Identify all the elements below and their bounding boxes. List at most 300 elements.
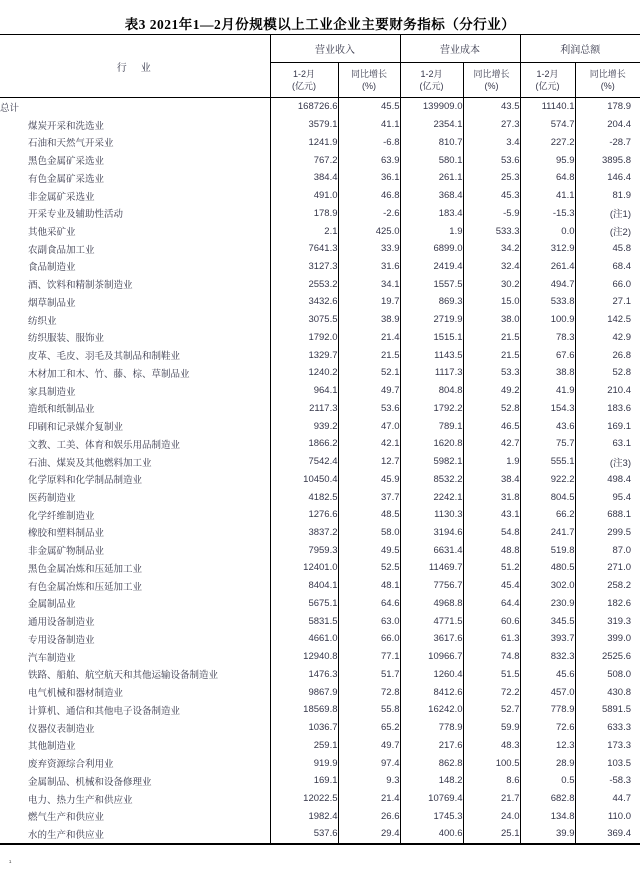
cell-value: 173.3 <box>575 736 640 754</box>
cell-value: 21.4 <box>338 790 400 808</box>
cell-value: 4182.5 <box>270 488 338 506</box>
industry-name: 计算机、通信和其他电子设备制造业 <box>28 705 181 717</box>
cell-value: 139909.0 <box>400 98 463 116</box>
cell-value: 42.9 <box>575 329 640 347</box>
cell-value: 271.0 <box>575 559 640 577</box>
cell-value: 804.8 <box>400 382 463 400</box>
cell-value: 63.0 <box>338 612 400 630</box>
sub-header-line1: 1-2月 <box>292 69 315 79</box>
table-header <box>0 35 640 98</box>
cell-value: 384.4 <box>270 169 338 187</box>
cell-value: 178.9 <box>575 98 640 116</box>
cell-value: 1143.5 <box>400 346 463 364</box>
cell-value: 38.8 <box>520 364 575 382</box>
cell-value: 10966.7 <box>400 648 463 666</box>
cell-value: 258.2 <box>575 577 640 595</box>
cell-value: 52.8 <box>463 399 520 417</box>
col-header-revenue-amount <box>270 63 338 98</box>
cell-value: 939.2 <box>270 417 338 435</box>
sub-header-line1: 1-2月 <box>420 69 443 79</box>
industry-name: 通用设备制造业 <box>28 617 95 629</box>
cell-value: 168726.6 <box>270 98 338 116</box>
cell-value: 78.3 <box>520 329 575 347</box>
cell-value: 19.7 <box>338 293 400 311</box>
table-body <box>0 98 640 844</box>
cell-value: 31.6 <box>338 258 400 276</box>
cell-value: 63.1 <box>575 435 640 453</box>
cell-value: 3579.1 <box>270 116 338 134</box>
cell-value: 41.9 <box>520 382 575 400</box>
industry-name: 农副食品加工业 <box>28 244 95 256</box>
cell-value: 804.5 <box>520 488 575 506</box>
table-row <box>0 187 640 205</box>
cell-value: 103.5 <box>575 754 640 772</box>
table-row <box>0 417 640 435</box>
cell-value: 10769.4 <box>400 790 463 808</box>
table-row <box>0 133 640 151</box>
cell-value: 9.3 <box>338 772 400 790</box>
cell-value: 64.4 <box>463 595 520 613</box>
cell-value: 778.9 <box>520 701 575 719</box>
cell-value: 217.6 <box>400 736 463 754</box>
cell-value: 100.5 <box>463 754 520 772</box>
col-header-cost-growth <box>463 63 520 98</box>
table-row <box>0 701 640 719</box>
cell-value: 154.3 <box>520 399 575 417</box>
cell-value: 55.8 <box>338 701 400 719</box>
cell-value: 21.5 <box>338 346 400 364</box>
industry-name: 金属制品、机械和设备修理业 <box>28 776 152 788</box>
table-row <box>0 506 640 524</box>
cell-value: 46.8 <box>338 187 400 205</box>
cell-value: 457.0 <box>520 683 575 701</box>
table-row <box>0 346 640 364</box>
table-row <box>0 204 640 222</box>
industry-name: 纺织服装、服饰业 <box>28 333 105 345</box>
industry-name: 造纸和纸制品业 <box>28 404 95 416</box>
cell-value: 230.9 <box>520 595 575 613</box>
sub-header-line2: (亿元) <box>535 81 560 91</box>
cell-value: 65.2 <box>338 719 400 737</box>
cell-value: 60.6 <box>463 612 520 630</box>
header-group-row <box>0 35 640 63</box>
cell-value: 3837.2 <box>270 524 338 542</box>
cell-value: 45.4 <box>463 577 520 595</box>
industry-name: 铁路、船舶、航空航天和其他运输设备制造业 <box>28 670 219 682</box>
cell-value: 183.6 <box>575 399 640 417</box>
industry-name: 橡胶和塑料制品业 <box>28 528 105 540</box>
cell-value: 4661.0 <box>270 630 338 648</box>
cell-value: 21.5 <box>463 329 520 347</box>
col-group-total-profit: 利润总额 <box>520 35 640 63</box>
cell-value: 3.4 <box>463 133 520 151</box>
cell-value: 8404.1 <box>270 577 338 595</box>
cell-value: 241.7 <box>520 524 575 542</box>
cell-value: 533.3 <box>463 222 520 240</box>
cell-value: 1866.2 <box>270 435 338 453</box>
cell-value: 1276.6 <box>270 506 338 524</box>
cell-value: 51.2 <box>463 559 520 577</box>
cell-value: 261.4 <box>520 258 575 276</box>
table-row <box>0 311 640 329</box>
cell-value: 31.8 <box>463 488 520 506</box>
cell-value: 533.8 <box>520 293 575 311</box>
industry-name: 煤炭开采和洗选业 <box>28 120 105 132</box>
cell-value: 49.2 <box>463 382 520 400</box>
cell-value: 47.0 <box>338 417 400 435</box>
cell-value: 27.3 <box>463 116 520 134</box>
cell-value: 480.5 <box>520 559 575 577</box>
cell-value: 51.5 <box>463 666 520 684</box>
cell-value: 64.6 <box>338 595 400 613</box>
cell-value: 45.9 <box>338 470 400 488</box>
table-row <box>0 612 640 630</box>
col-header-industry: 行 业 <box>0 35 270 98</box>
sub-header-line1: 同比增长 <box>473 69 510 79</box>
cell-value: 182.6 <box>575 595 640 613</box>
table-row <box>0 790 640 808</box>
cell-value: 5982.1 <box>400 453 463 471</box>
cell-value: 25.3 <box>463 169 520 187</box>
cell-value: 7959.3 <box>270 541 338 559</box>
cell-value: 28.9 <box>520 754 575 772</box>
cell-value: 1792.0 <box>270 329 338 347</box>
table-row <box>0 382 640 400</box>
cell-value: 77.1 <box>338 648 400 666</box>
cell-value: 12401.0 <box>270 559 338 577</box>
table-row <box>0 258 640 276</box>
industry-name: 有色金属冶炼和压延加工业 <box>28 581 143 593</box>
cell-value: 1557.5 <box>400 275 463 293</box>
cell-value: 75.7 <box>520 435 575 453</box>
cell-value: 41.1 <box>338 116 400 134</box>
cell-value: 48.1 <box>338 577 400 595</box>
industry-name: 黑色金属冶炼和压延加工业 <box>28 563 143 575</box>
cell-value: 393.7 <box>520 630 575 648</box>
cell-value: 61.3 <box>463 630 520 648</box>
cell-value: 688.1 <box>575 506 640 524</box>
cell-value: 2354.1 <box>400 116 463 134</box>
cell-value: 6631.4 <box>400 541 463 559</box>
cell-value: 48.5 <box>338 506 400 524</box>
cell-value: 42.7 <box>463 435 520 453</box>
cell-value: 26.8 <box>575 346 640 364</box>
industry-name: 化学原料和化学制品制造业 <box>28 475 143 487</box>
industry-name: 黑色金属矿采选业 <box>28 156 105 168</box>
table-row <box>0 577 640 595</box>
cell-value: 3075.5 <box>270 311 338 329</box>
cell-value: 555.1 <box>520 453 575 471</box>
sub-header-line1: 同比增长 <box>589 69 626 79</box>
cell-value: 0.5 <box>520 772 575 790</box>
financial-indicators-table <box>0 34 640 845</box>
cell-value: 1260.4 <box>400 666 463 684</box>
cell-value: 259.1 <box>270 736 338 754</box>
cell-value: 53.6 <box>338 399 400 417</box>
cell-value: 46.5 <box>463 417 520 435</box>
table-row <box>0 151 640 169</box>
cell-value: 66.0 <box>575 275 640 293</box>
cell-value: 3895.8 <box>575 151 640 169</box>
cell-value: 48.3 <box>463 736 520 754</box>
table-row <box>0 399 640 417</box>
cell-value: 39.9 <box>520 825 575 844</box>
cell-value: 299.5 <box>575 524 640 542</box>
col-group-operating-revenue: 营业收入 <box>270 35 400 63</box>
cell-value: 2719.9 <box>400 311 463 329</box>
industry-name: 木材加工和木、竹、藤、棕、草制品业 <box>28 368 190 380</box>
cell-value: 21.5 <box>463 346 520 364</box>
cell-value: 3432.6 <box>270 293 338 311</box>
cell-value: 1.9 <box>400 222 463 240</box>
cell-value: 204.4 <box>575 116 640 134</box>
cell-value: 7756.7 <box>400 577 463 595</box>
cell-value: 16242.0 <box>400 701 463 719</box>
industry-name: 电力、热力生产和供应业 <box>28 794 133 806</box>
cell-value: 682.8 <box>520 790 575 808</box>
cell-value: 400.6 <box>400 825 463 844</box>
cell-value: 430.8 <box>575 683 640 701</box>
cell-value: 869.3 <box>400 293 463 311</box>
industry-name: 仪器仪表制造业 <box>28 723 95 735</box>
cell-value: 508.0 <box>575 666 640 684</box>
cell-value: 0.0 <box>520 222 575 240</box>
cell-value: 494.7 <box>520 275 575 293</box>
cell-value: 12.3 <box>520 736 575 754</box>
footnote-marker: ¹ <box>9 860 12 867</box>
cell-value: 74.8 <box>463 648 520 666</box>
cell-value: 1620.8 <box>400 435 463 453</box>
cell-value: 7641.3 <box>270 240 338 258</box>
cell-value: 142.5 <box>575 311 640 329</box>
cell-value: 399.0 <box>575 630 640 648</box>
cell-value: 43.5 <box>463 98 520 116</box>
table-row <box>0 116 640 134</box>
cell-value: 87.0 <box>575 541 640 559</box>
cell-value: 345.5 <box>520 612 575 630</box>
cell-value: 4771.5 <box>400 612 463 630</box>
cell-value: 227.2 <box>520 133 575 151</box>
table-row <box>0 772 640 790</box>
table-row <box>0 683 640 701</box>
cell-value: -2.6 <box>338 204 400 222</box>
cell-value: 778.9 <box>400 719 463 737</box>
cell-value: 574.7 <box>520 116 575 134</box>
cell-value: 1329.7 <box>270 346 338 364</box>
cell-value: 1036.7 <box>270 719 338 737</box>
industry-name: 皮革、毛皮、羽毛及其制品和制鞋业 <box>28 351 181 363</box>
industry-name: 非金属矿物制品业 <box>28 546 105 558</box>
industry-name: 石油和天然气开采业 <box>28 138 114 150</box>
table-row <box>0 240 640 258</box>
cell-value: 21.7 <box>463 790 520 808</box>
table-row <box>0 736 640 754</box>
table-row <box>0 666 640 684</box>
table-row <box>0 719 640 737</box>
cell-value: 64.8 <box>520 169 575 187</box>
cell-value: 41.1 <box>520 187 575 205</box>
cell-value: 48.8 <box>463 541 520 559</box>
cell-value: 45.8 <box>575 240 640 258</box>
cell-value: 33.9 <box>338 240 400 258</box>
cell-value: 52.7 <box>463 701 520 719</box>
cell-value: 2419.4 <box>400 258 463 276</box>
industry-name: 医药制造业 <box>28 493 76 505</box>
cell-value: 498.4 <box>575 470 640 488</box>
table-row <box>0 754 640 772</box>
cell-value: 368.4 <box>400 187 463 205</box>
cell-value: 52.5 <box>338 559 400 577</box>
cell-value: 1792.2 <box>400 399 463 417</box>
industry-name: 非金属矿采选业 <box>28 191 95 203</box>
table-row <box>0 435 640 453</box>
cell-value: 8.6 <box>463 772 520 790</box>
cell-value: 2525.6 <box>575 648 640 666</box>
cell-value: 4968.8 <box>400 595 463 613</box>
cell-value: 36.1 <box>338 169 400 187</box>
table-row <box>0 630 640 648</box>
cell-value: 1.9 <box>463 453 520 471</box>
cell-value: 5831.5 <box>270 612 338 630</box>
table-row <box>0 825 640 844</box>
cell-value: -58.3 <box>575 772 640 790</box>
industry-name: 酒、饮料和精制茶制造业 <box>28 280 133 292</box>
cell-value: 29.4 <box>338 825 400 844</box>
cell-value: -6.8 <box>338 133 400 151</box>
table-row <box>0 329 640 347</box>
cell-value: 10450.4 <box>270 470 338 488</box>
cell-value: 491.0 <box>270 187 338 205</box>
table-row <box>0 595 640 613</box>
cell-value: 1515.1 <box>400 329 463 347</box>
cell-value: -28.7 <box>575 133 640 151</box>
table-row <box>0 648 640 666</box>
cell-value: 8532.2 <box>400 470 463 488</box>
cell-value: 95.4 <box>575 488 640 506</box>
cell-value: 922.2 <box>520 470 575 488</box>
cell-value: 919.9 <box>270 754 338 772</box>
cell-value: 58.0 <box>338 524 400 542</box>
cell-value: 1745.3 <box>400 807 463 825</box>
cell-value: 67.6 <box>520 346 575 364</box>
cell-value: 2553.2 <box>270 275 338 293</box>
cell-value: 49.7 <box>338 382 400 400</box>
cell-value: 169.1 <box>575 417 640 435</box>
sub-header-line2: (亿元) <box>292 81 316 91</box>
cell-value: 3127.3 <box>270 258 338 276</box>
cell-value: 12940.8 <box>270 648 338 666</box>
cell-value: 767.2 <box>270 151 338 169</box>
cell-value: (注1) <box>575 204 640 222</box>
page-title: 表3 2021年1—2月份规模以上工业企业主要财务指标（分行业） <box>124 17 516 32</box>
cell-value: 1117.3 <box>400 364 463 382</box>
cell-value: 369.4 <box>575 825 640 844</box>
cell-value: 519.8 <box>520 541 575 559</box>
cell-value: 8412.6 <box>400 683 463 701</box>
sub-header-line2: (%) <box>362 81 376 91</box>
cell-value: 81.9 <box>575 187 640 205</box>
cell-value: 97.4 <box>338 754 400 772</box>
cell-value: 51.7 <box>338 666 400 684</box>
table-row <box>0 488 640 506</box>
cell-value: 52.8 <box>575 364 640 382</box>
cell-value: 72.2 <box>463 683 520 701</box>
cell-value: 54.8 <box>463 524 520 542</box>
cell-value: 25.1 <box>463 825 520 844</box>
cell-value: 21.4 <box>338 329 400 347</box>
cell-value: 24.0 <box>463 807 520 825</box>
cell-value: 34.1 <box>338 275 400 293</box>
cell-value: 2.1 <box>270 222 338 240</box>
table-row <box>0 470 640 488</box>
cell-value: 38.4 <box>463 470 520 488</box>
cell-value: 148.2 <box>400 772 463 790</box>
cell-value: 134.8 <box>520 807 575 825</box>
table-row <box>0 364 640 382</box>
cell-value: 27.1 <box>575 293 640 311</box>
table-row <box>0 453 640 471</box>
cell-value: 45.5 <box>338 98 400 116</box>
cell-value: 43.1 <box>463 506 520 524</box>
cell-value: 3617.6 <box>400 630 463 648</box>
cell-value: 261.1 <box>400 169 463 187</box>
cell-value: 537.6 <box>270 825 338 844</box>
cell-value: 59.9 <box>463 719 520 737</box>
industry-name: 有色金属矿采选业 <box>28 173 105 185</box>
table-row <box>0 222 640 240</box>
cell-value: 810.7 <box>400 133 463 151</box>
sub-header-line2: (%) <box>600 81 615 91</box>
cell-value: 12022.5 <box>270 790 338 808</box>
industry-name: 其他采矿业 <box>28 227 76 238</box>
cell-value: 43.6 <box>520 417 575 435</box>
industry-name: 专用设备制造业 <box>28 634 95 646</box>
industry-name: 化学纤维制造业 <box>28 510 95 522</box>
cell-value: (注3) <box>575 453 640 471</box>
cell-value: 26.6 <box>338 807 400 825</box>
cell-value: 1240.2 <box>270 364 338 382</box>
cell-value: 5891.5 <box>575 701 640 719</box>
industry-name: 燃气生产和供应业 <box>28 812 105 824</box>
cell-value: 178.9 <box>270 204 338 222</box>
industry-name: 电气机械和器材制造业 <box>28 688 124 700</box>
cell-value: 7542.4 <box>270 453 338 471</box>
cell-value: 183.4 <box>400 204 463 222</box>
cell-value: 72.8 <box>338 683 400 701</box>
industry-name: 金属制品业 <box>28 599 76 611</box>
table-row <box>0 169 640 187</box>
table-row <box>0 524 640 542</box>
industry-name: 文教、工美、体育和娱乐用品制造业 <box>28 439 181 451</box>
cell-value: -15.3 <box>520 204 575 222</box>
cell-value: 425.0 <box>338 222 400 240</box>
industry-name: 石油、煤炭及其他燃料加工业 <box>28 457 152 469</box>
cell-value: 38.9 <box>338 311 400 329</box>
industry-name: 废弃资源综合利用业 <box>28 759 114 771</box>
cell-value: 1982.4 <box>270 807 338 825</box>
col-header-cost-amount <box>400 63 463 98</box>
cell-value: 633.3 <box>575 719 640 737</box>
cell-value: 68.4 <box>575 258 640 276</box>
cell-value: 789.1 <box>400 417 463 435</box>
cell-value: 580.1 <box>400 151 463 169</box>
cell-value: 169.1 <box>270 772 338 790</box>
table-row <box>0 541 640 559</box>
cell-value: 5675.1 <box>270 595 338 613</box>
cell-value: 53.6 <box>463 151 520 169</box>
industry-name: 烟草制品业 <box>28 297 76 309</box>
cell-value: 1241.9 <box>270 133 338 151</box>
